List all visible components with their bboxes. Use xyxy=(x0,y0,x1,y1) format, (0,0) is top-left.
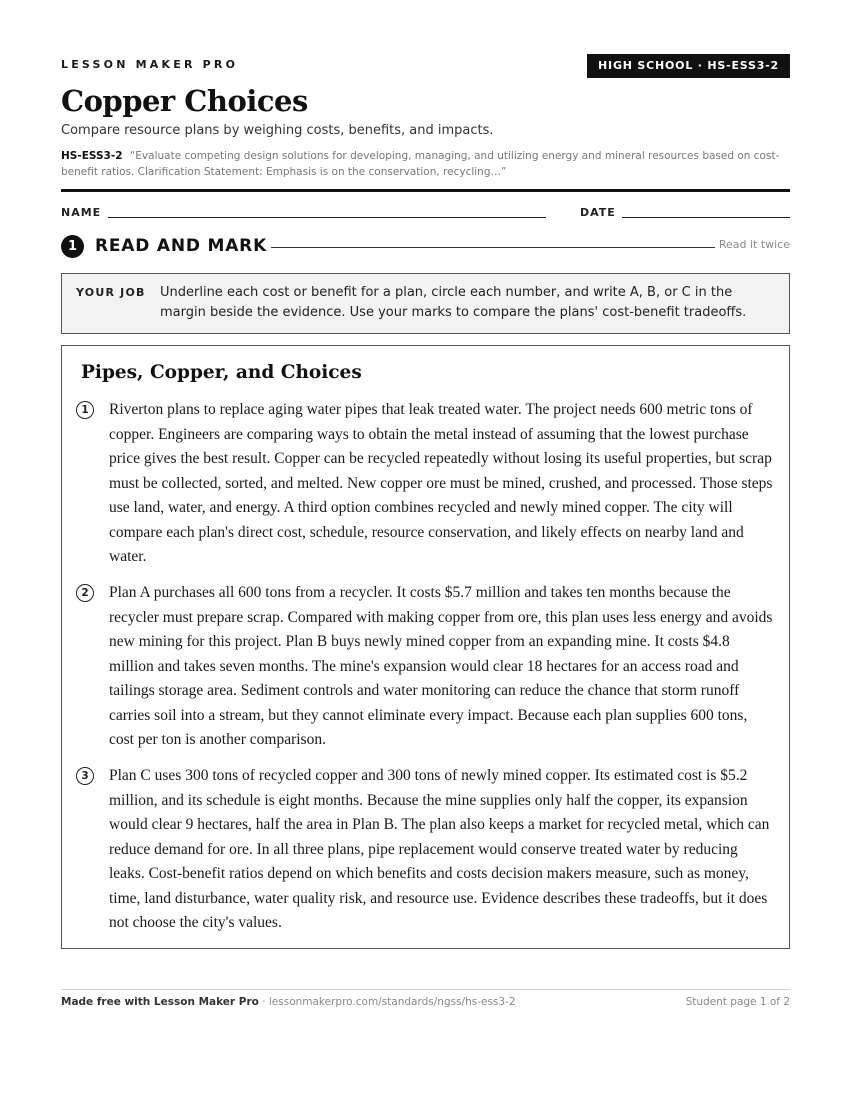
step-number-badge: 1 xyxy=(61,235,84,258)
brand-name: LESSON MAKER PRO xyxy=(61,58,239,71)
paragraph-text: Plan A purchases all 600 tons from a recycler. It costs $5.7 million and takes ten months because the recycler must prepare scrap. Compared with making copper from ore, this plan uses less energy and avoids new mining for this project. Plan B buys newly mined copper from an expanding mine. It costs $4.8 million and takes seven months. The mine's expansion would clear 18 hectares for an access road and tailings storage area. Sediment controls and water monitoring can reduce the chance that storm runoff carries soil into a stream, but they cannot eliminate every impact. Because each plan supplies 600 tons, cost per ton is another comparison. xyxy=(109,584,773,748)
section-note: Read it twice xyxy=(718,238,790,251)
level-badge: HIGH SCHOOL · HS-ESS3-2 xyxy=(587,54,790,78)
page-number: Student page 1 of 2 xyxy=(685,996,790,1008)
footer xyxy=(61,996,790,1008)
footer-divider xyxy=(61,989,790,990)
section-title: READ AND MARK xyxy=(95,236,268,256)
standard-statement xyxy=(61,148,790,180)
standard-text: “Evaluate competing design solutions for developing, managing, and utilizing energy and mineral resources based on cost-benefit ratios. Clarification Statement: Emphasis is on the conservation, recycling…” xyxy=(61,150,780,178)
name-date-row xyxy=(61,205,790,225)
passage-title: Pipes, Copper, and Choices xyxy=(81,362,362,383)
paragraph-number: 3 xyxy=(76,767,94,785)
top-bar xyxy=(61,54,790,78)
date-field[interactable] xyxy=(622,217,790,218)
header-divider xyxy=(61,189,790,192)
footer-url[interactable]: · lessonmakerpro.com/standards/ngss/hs-ess3-2 xyxy=(258,996,516,1008)
paragraph-text: Riverton plans to replace aging water pipes that leak treated water. The project needs 600 metric tons of copper. Engineers are comparing ways to obtain the metal instead of assuming that the lowest purchase price gives the best result. Copper can be recycled repeatedly without losing its useful properties, but scrap must be collected, sorted, and melted. New copper ore must be mined, crushed, and processed. Those steps use land, water, and energy. A third option combines recycled and newly mined copper. The city will compare each plan's direct cost, schedule, resource conservation, and likely effects on nearby land and water. xyxy=(109,401,773,565)
instructions-text: Underline each cost or benefit for a plan, circle each number, and write A, B, or C in the margin beside the evidence. Use your marks to compare the plans' cost-benefit tradeoffs. xyxy=(160,285,747,320)
paragraph-number: 1 xyxy=(76,401,94,419)
paragraph-text: Plan C uses 300 tons of recycled copper and 300 tons of newly mined copper. Its estimated cost is $5.2 million, and its schedule is eight months. Because the mine supplies only half the copper, its expansion would clear 9 hectares, half the area in Plan B. The plan also keeps a market for recycled metal, which can reduce demand for ore. In all three plans, pipe replacement would conserve treated water by reducing leaks. Cost-benefit ratios depend on which benefits and costs decision makers measure, such as money, time, land disturbance, water quality risk, and resource use. Evidence describes these tradeoffs, but it does not choose the city's values. xyxy=(109,767,770,931)
reading-passage xyxy=(61,345,790,949)
name-label: NAME xyxy=(61,206,102,219)
page-title: Copper Choices xyxy=(61,84,308,118)
name-field[interactable] xyxy=(108,217,546,218)
instructions-box xyxy=(61,273,790,334)
section-header xyxy=(61,234,790,258)
instructions-label: YOUR JOB xyxy=(76,286,146,299)
paragraph-number: 2 xyxy=(76,584,94,602)
date-label: DATE xyxy=(580,206,616,219)
footer-made-with: Made free with Lesson Maker Pro xyxy=(61,996,259,1008)
standard-code: HS-ESS3-2 xyxy=(61,150,123,162)
page-subtitle: Compare resource plans by weighing costs, benefits, and impacts. xyxy=(61,123,494,138)
section-divider xyxy=(271,247,715,248)
